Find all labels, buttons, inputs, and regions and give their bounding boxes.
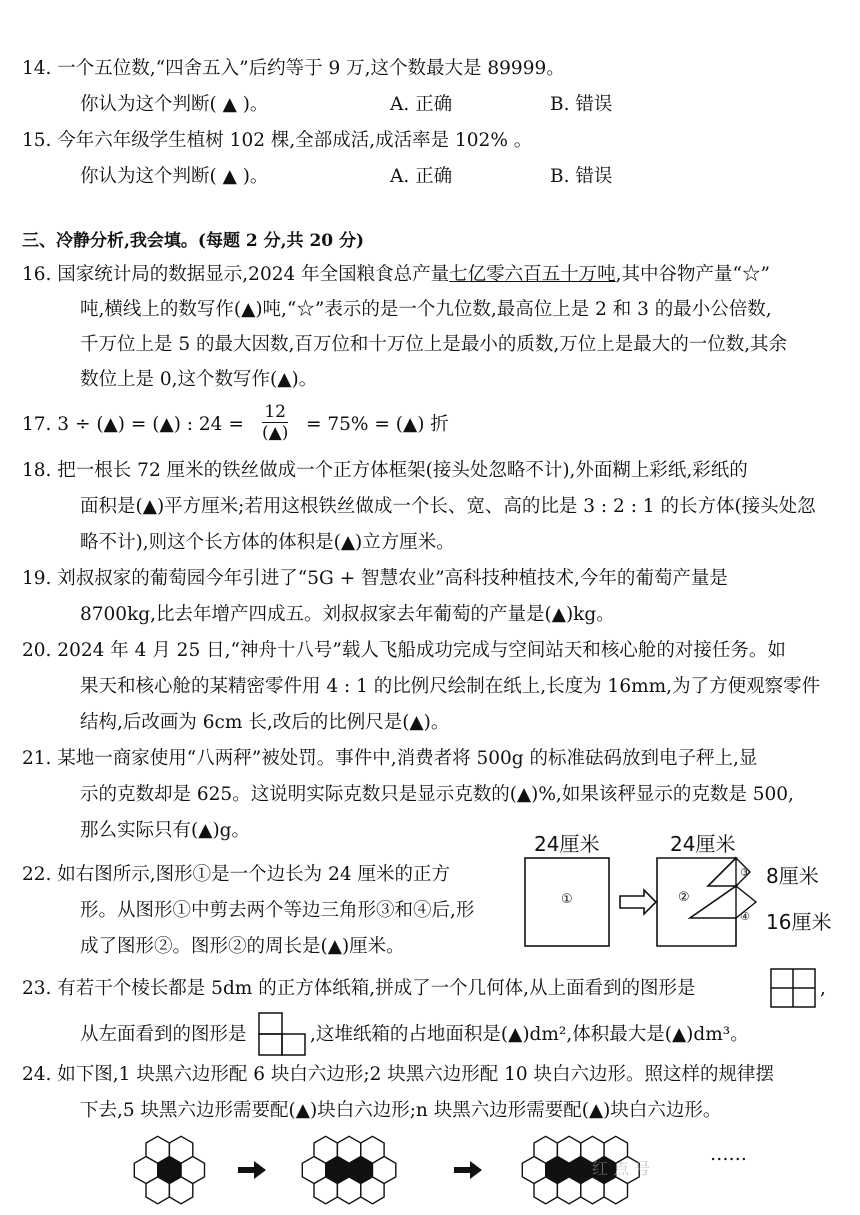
q15-judge: 你认为这个判断( ▲ )。 <box>80 166 269 187</box>
q18-line1: 18. 把一根长 72 厘米的铁丝做成一个正方体框架(接头处忽略不计),外面糊上彩纸,彩纸的 <box>22 460 748 481</box>
figure-label-triangle4-side: 16厘米 <box>766 910 832 934</box>
q23-line1-end: , <box>820 978 826 999</box>
q20-line1: 20. 2024 年 4 月 25 日,“神舟十八号”载人飞船成功完成与空间站天和核心舱的对接任务。如 <box>22 640 786 661</box>
q17-fraction <box>262 402 288 443</box>
q23-line2a: 从左面看到的图形是 <box>80 1024 247 1045</box>
triangle-four-label: ④ <box>740 910 750 923</box>
black-hexagon <box>158 1157 181 1184</box>
q15-option-a[interactable]: A. 正确 <box>390 166 453 187</box>
figure-label-square1-side: 24厘米 <box>534 832 600 856</box>
q18-line2: 面积是(▲)平方厘米;若用这根铁丝做成一个长、宽、高的比是 3 : 2 : 1 的长方体(接头处忽 <box>80 496 816 517</box>
q16-line3: 千万位上是 5 的最大因数,百万位和十万位上是最小的质数,万位上是最大的一位数,其余 <box>80 334 788 355</box>
q21-line1: 21. 某地一商家使用“八两秤”被处罚。事件中,消费者将 500g 的标准砝码放到电子秤上,显 <box>22 748 758 769</box>
shape-two-label: ② <box>678 890 690 905</box>
q14-option-a[interactable]: A. 正确 <box>390 94 453 115</box>
q16-line2: 吨,横线上的数写作(▲)吨,“☆”表示的是一个九位数,最高位上是 2 和 3 的最小公倍数, <box>80 299 772 320</box>
q16-line1: 16. 国家统计局的数据显示,2024 年全国粮食总产量七亿零六百五十万吨,其中谷物产量“☆” <box>22 264 770 285</box>
q22-line1: 22. 如右图所示,图形①是一个边长为 24 厘米的正方 <box>22 864 450 885</box>
q23-line2b: ,这堆纸箱的占地面积是(▲)dm²,体积最大是(▲)dm³。 <box>310 1024 749 1045</box>
white-hexagon <box>302 1157 325 1184</box>
top-view-grid <box>770 968 816 1008</box>
black-hexagon <box>569 1157 592 1184</box>
q17-fraction-numerator: 12 <box>262 402 288 423</box>
q20-line3: 结构,后改画为 6cm 长,改后的比例尺是(▲)。 <box>80 712 450 733</box>
q23-line1: 23. 有若干个棱长都是 5dm 的正方体纸箱,拼成了一个几何体,从上面看到的图形是 <box>22 978 696 999</box>
arrow-right-icon <box>620 890 656 914</box>
q14-judge: 你认为这个判断( ▲ )。 <box>80 94 269 115</box>
q17-fraction-denominator: (▲) <box>262 423 289 443</box>
q20-line2: 果天和核心舱的某精密零件用 4 : 1 的比例尺绘制在纸上,长度为 16mm,为了方便观察零件 <box>80 676 821 697</box>
q18-line3: 略不计),则这个长方体的体积是(▲)立方厘米。 <box>80 532 455 553</box>
square-one-label: ① <box>561 892 573 907</box>
q14-stem: 14. 一个五位数,“四舍五入”后约等于 9 万,这个数最大是 89999。 <box>22 58 565 79</box>
black-hexagon <box>349 1157 372 1184</box>
q22-line3: 成了图形②。图形②的周长是(▲)厘米。 <box>80 936 405 957</box>
q19-line1: 19. 刘叔叔家的葡萄园今年引进了“5G + 智慧农业”高科技种植技术,今年的葡萄产量是 <box>22 568 728 589</box>
white-hexagon <box>134 1157 157 1184</box>
q14-option-b[interactable]: B. 错误 <box>550 94 613 115</box>
geometry-figure <box>520 852 770 952</box>
q21-line3: 那么实际只有(▲)g。 <box>80 820 251 841</box>
arrow-right-icon <box>238 1161 266 1179</box>
white-hexagon <box>181 1157 204 1184</box>
black-hexagon <box>546 1157 569 1184</box>
shape-two <box>657 858 736 946</box>
q17-prefix: 17. 3 ÷ (▲) = (▲) : 24 = <box>22 414 244 435</box>
q15-stem: 15. 今年六年级学生植树 102 棵,全部成活,成活率是 102% 。 <box>22 130 533 151</box>
hexagon-pattern-figure <box>130 1128 770 1213</box>
q19-line2: 8700kg,比去年增产四成五。刘叔叔家去年葡萄的产量是(▲)kg。 <box>80 604 615 625</box>
watermark: 红 点 号 <box>592 1159 651 1178</box>
pattern-ellipsis: …… <box>710 1144 747 1165</box>
arrow-right-icon <box>454 1161 482 1179</box>
white-hexagon <box>373 1157 396 1184</box>
q22-line2: 形。从图形①中剪去两个等边三角形③和④后,形 <box>80 900 475 921</box>
q16-underlined-number: 七亿零六百五十万吨 <box>449 264 616 285</box>
q17-suffix: = 75% = (▲) 折 <box>306 414 449 435</box>
white-hexagon <box>522 1157 545 1184</box>
q24-line1: 24. 如下图,1 块黑六边形配 6 块白六边形;2 块黑六边形配 10 块白六边形。照这样的规律摆 <box>22 1064 775 1085</box>
q24-line2: 下去,5 块黑六边形需要配(▲)块白六边形;n 块黑六边形需要配(▲)块白六边形。 <box>80 1100 722 1121</box>
black-hexagon <box>326 1157 349 1184</box>
left-view-grid <box>258 1012 306 1056</box>
q21-line2: 示的克数却是 625。这说明实际克数只是显示克数的(▲)%,如果该秤显示的克数是 500, <box>80 784 794 805</box>
figure-label-triangle3-side: 8厘米 <box>766 864 819 888</box>
triangle-three-label: ③ <box>740 866 750 879</box>
figure-label-square2-side: 24厘米 <box>670 832 736 856</box>
q15-option-b[interactable]: B. 错误 <box>550 166 613 187</box>
q16-line4: 数位上是 0,这个数写作(▲)。 <box>80 369 318 390</box>
section3-title: 三、冷静分析,我会填。(每题 2 分,共 20 分) <box>22 231 365 251</box>
